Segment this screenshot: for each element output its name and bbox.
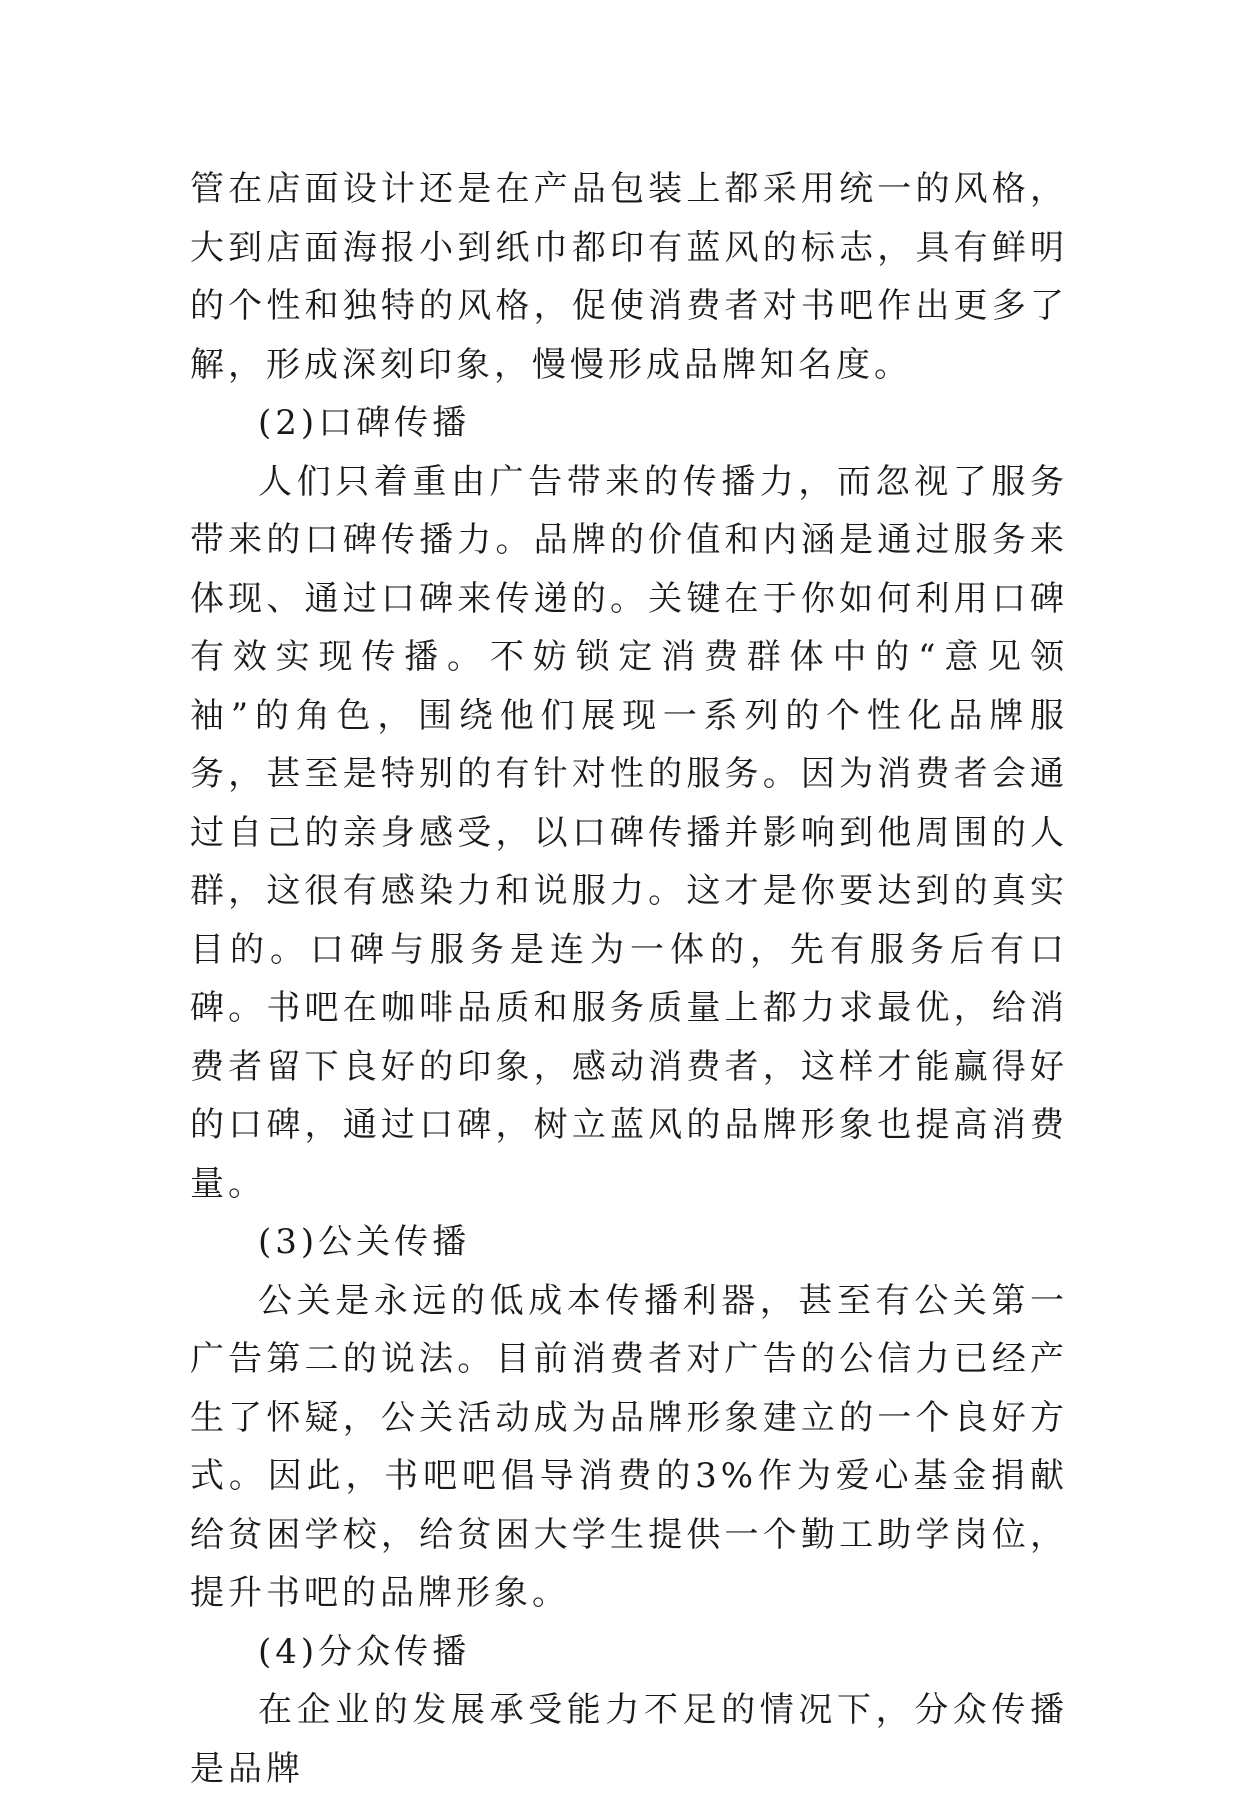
section-heading-segmented-communication: (4)分众传播 <box>258 1631 471 1672</box>
paragraph-segmented-communication: 在企业的发展承受能力不足的情况下，分众传播是品牌 <box>190 1690 1068 1789</box>
paragraph-word-of-mouth: 人们只着重由广告带来的传播力，而忽视了服务带来的口碑传播力。品牌的价值和内涵是通过服务来体现、通过口碑来传递的。关键在于你如何利用口碑有效实现传播。不妨锁定消费群体中的“意见领袖”的角色，围绕他们展现一系列的个性化品牌服务，甚至是特别的有针对性的服务。因为消费者会通过自己的亲身感受，以口碑传播并影响到他周围的人群，这很有感染力和说服力。这才是你要达到的真实目的。口碑与服务是连为一体的，先有服务后有口碑。书吧在咖啡品质和服务质量上都力求最优，给消费者留下良好的印象，感动消费者，这样才能赢得好的口碑，通过口碑，树立蓝风的品牌形象也提高消费量。 <box>190 461 1068 1204</box>
document-body <box>190 160 1068 1798</box>
section-heading-public-relations: (3)公关传播 <box>258 1222 471 1262</box>
paragraph-public-relations: 公关是永远的低成本传播利器，甚至有公关第一广告第二的说法。目前消费者对广告的公信力已经产生了怀疑，公关活动成为品牌形象建立的一个良好方式。因此，书吧吧倡导消费的3%作为爱心基金捐献给贫困学校，给贫困大学生提供一个勤工助学岗位，提升书吧的品牌形象。 <box>190 1280 1068 1613</box>
section-heading-word-of-mouth: (2)口碑传播 <box>258 403 471 443</box>
paragraph-brand-style: 管在店面设计还是在产品包装上都采用统一的风格，大到店面海报小到纸巾都印有蓝风的标志，具有鲜明的个性和独特的风格，促使消费者对书吧作出更多了解，形成深刻印象，慢慢形成品牌知名度。 <box>190 169 1068 385</box>
